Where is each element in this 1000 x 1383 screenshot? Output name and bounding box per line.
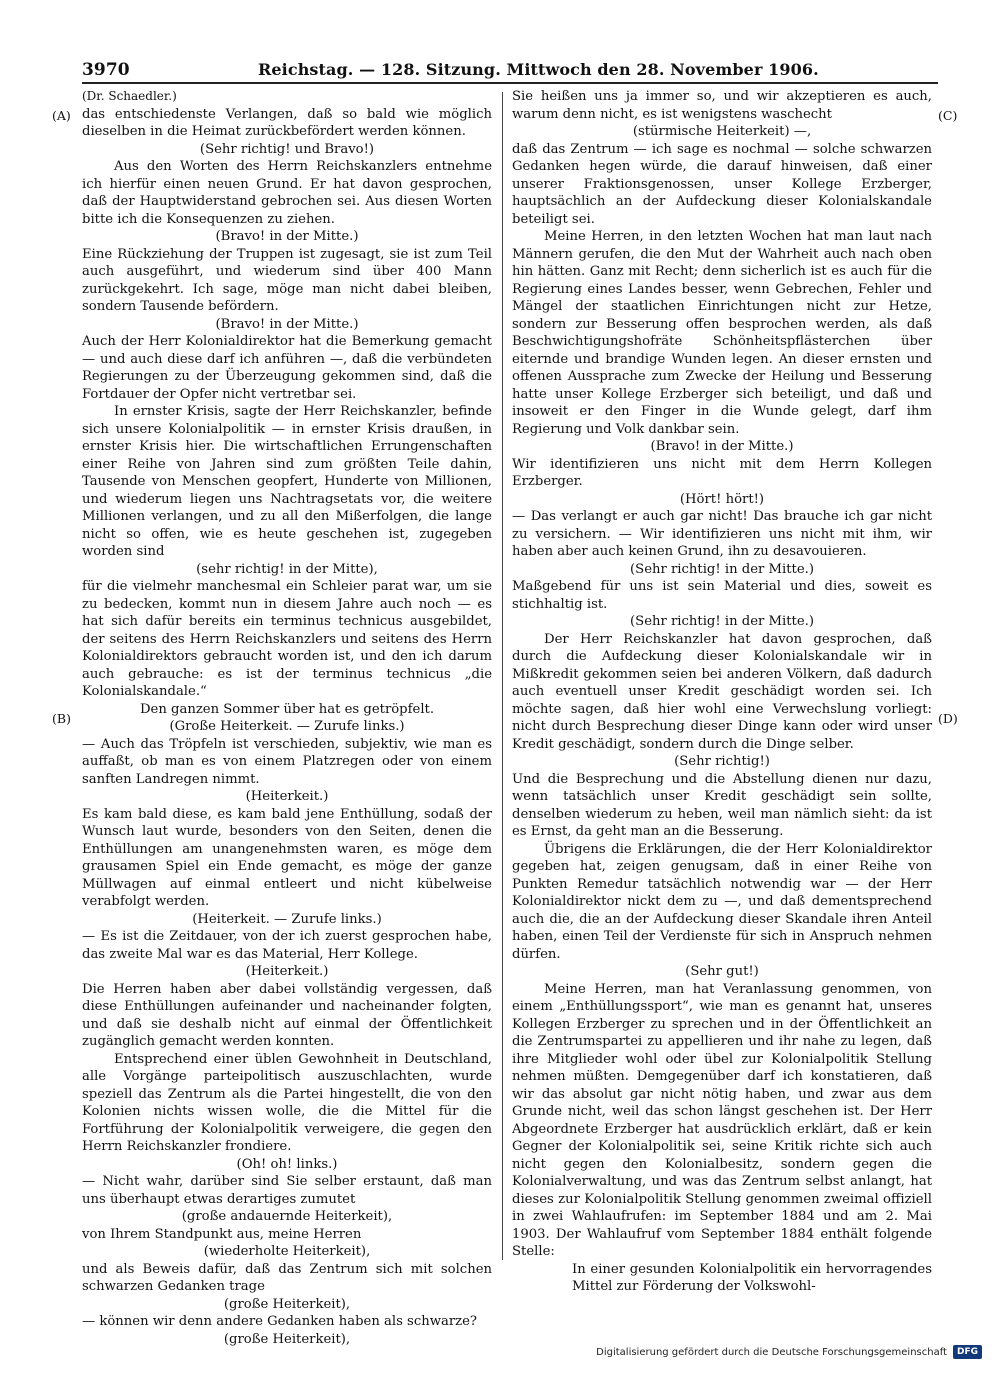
interjection: (große Heiterkeit), bbox=[223, 1331, 351, 1347]
interjection: (große Heiterkeit), bbox=[223, 1296, 351, 1312]
paragraph: Und die Besprechung und die Abstellung dienen nur dazu, wenn tatsächlich unser Kredit geschädigt sein sollte, denselben wiederum zu heben, weil man nämlich sieht: da ist es Ernst, da geht man an die Besserung. bbox=[512, 771, 932, 839]
interjection: (Sehr gut!) bbox=[685, 964, 759, 979]
paragraph: — Auch das Tröpfeln ist verschieden, subjektiv, wie man es auffaßt, ob man es von einem Platzregen oder von einem sanften Landregen nimmt. bbox=[82, 736, 492, 787]
paragraph: von Ihrem Standpunkt aus, meine Herren bbox=[82, 1226, 362, 1242]
left-column bbox=[82, 88, 492, 1348]
paragraph: Meine Herren, in den letzten Wochen hat man laut nach Männern gerufen, die den Mut der Wahrheit auch nach oben hin hätten. Ganz mit Recht; denn sicherlich ist es auch für die Regierung eines Landes besser, wenn Gebrechen, Fehler und Mängel der staatlichen Einrichtungen nicht zur Hetze, sondern zur Besserung offen besprochen werden, als daß Beschwichtigungshofräte Schönheitspflästerchen über eiternde und brandige Wunden legen. An dieser ernsten und offenen Aussprache zum Zwecke der Heilung und Besserung hatte unser Kollege Erzberger sich beteiligt, und daß und insoweit er den Finger in die Wunde gelegt, darf ihm Regierung und Volk dankbar sein. bbox=[512, 229, 932, 437]
margin-mark-a: (A) bbox=[52, 108, 71, 123]
paragraph: Der Herr Reichskanzler hat davon gesprochen, daß durch die Aufdeckung dieser Kolonialskandale wir in Mißkredit gekommen seien bei anderen Völkern, daß dadurch auch eventuell unser Kredit geschädigt worden sei. Ich möchte sagen, daß hier wohl eine Verwechslung vorliegt: nicht durch Besprechung dieser Dinge kann oder wird unser Kredit geschädigt, sondern durch die Dinge selber. bbox=[512, 631, 932, 752]
margin-mark-b: (B) bbox=[52, 711, 71, 726]
interjection: (Heiterkeit. — Zurufe links.) bbox=[192, 911, 382, 927]
right-column bbox=[512, 88, 932, 1296]
speaker-label: (Dr. Schaedler.) bbox=[82, 89, 177, 103]
paragraph: Sie heißen uns ja immer so, und wir akzeptieren es auch, warum denn nicht, es ist wenigstens waschecht bbox=[512, 89, 932, 122]
header-rule bbox=[82, 82, 938, 84]
interjection: (sehr richtig! in der Mitte), bbox=[196, 561, 378, 577]
paragraph: Auch der Herr Kolonialdirektor hat die Bemerkung gemacht — und auch diese darf ich anführen —, daß die verbündeten Regierungen zu der Überzeugung gekommen sind, daß die Fortdauer der Opfer nicht vertretbar sei. bbox=[82, 334, 492, 402]
paragraph: — können wir denn andere Gedanken haben als schwarze? bbox=[82, 1314, 477, 1329]
paragraph: Aus den Worten des Herrn Reichskanzlers entnehme ich hierfür einen neuen Grund. Er hat davon gesprochen, daß der Hauptwiderstand gebrochen sei. Aus diesen Worten bitte ich die Konsequenzen zu ziehen. bbox=[82, 159, 492, 227]
running-title: Reichstag. — 128. Sitzung. Mittwoch den 28. November 1906. bbox=[258, 60, 819, 79]
interjection: (Oh! oh! links.) bbox=[236, 1156, 338, 1172]
interjection: (Bravo! in der Mitte.) bbox=[650, 439, 794, 454]
paragraph: Maßgebend für uns ist sein Material und dies, soweit es stichhaltig ist. bbox=[512, 579, 932, 612]
paragraph: Die Herren haben aber dabei vollständig vergessen, daß diese Enthüllungen aufeinander und nacheinander folgten, und daß sie deshalb nicht auf einmal der Öffentlichkeit zugänglich gemacht werden konnten. bbox=[82, 981, 492, 1049]
paragraph: In ernster Krisis, sagte der Herr Reichskanzler, befinde sich unsere Kolonialpolitik — in ernster Krisis draußen, in ernster Krisis hier. Die wirtschaftlichen Errungenschaften einer Reihe von Jahren sind zum größten Teile dahin, Tausende von Menschen geopfert, Hunderte von Millionen, und wiederum liegen uns Nachtragsetats vor, die weitere Millionen verlangen, und zu all den Mißerfolgen, die lange nicht so offen, wie es heute geschehen ist, zugegeben worden sind bbox=[82, 404, 492, 559]
interjection: (stürmische Heiterkeit) —, bbox=[632, 124, 812, 139]
paragraph: daß das Zentrum — ich sage es nochmal — solche schwarzen Gedanken hegen würde, die darauf hinweisen, daß einer unserer Fraktionsgenossen, unser Kollege Erzberger, hauptsächlich an der Aufdeckung dieser Kolonialskandale beteiligt sei. bbox=[512, 141, 932, 227]
interjection: (Bravo! in der Mitte.) bbox=[215, 316, 359, 332]
interjection: (Sehr richtig!) bbox=[674, 754, 770, 769]
block-quote: In einer gesunden Kolonialpolitik ein hervorragendes Mittel zur Förderung der Volkswohl- bbox=[572, 1261, 932, 1294]
interjection: (Hört! hört!) bbox=[679, 491, 765, 507]
digitization-credit bbox=[596, 1345, 982, 1359]
page-number: 3970 bbox=[82, 60, 130, 80]
paragraph: Eine Rückziehung der Truppen ist zugesagt, sie ist zum Teil auch ausgeführt, und wiederum sind über 400 Mann zurückgekehrt. Ich sage, möge man nicht dabei bleiben, sondern Tausende befördern. bbox=[82, 246, 492, 314]
dfg-logo: DFG bbox=[953, 1345, 982, 1359]
paragraph: das entschiedenste Verlangen, daß so bald wie möglich dieselben in die Heimat zurückbefördert werden können. bbox=[82, 106, 492, 139]
interjection: (große andauernde Heiterkeit), bbox=[181, 1209, 393, 1224]
interjection: (Bravo! in der Mitte.) bbox=[215, 229, 359, 244]
paragraph: Entsprechend einer üblen Gewohnheit in Deutschland, alle Vorgänge parteipolitisch auszuschlachten, wurde speziell das Zentrum als die Partei hingestellt, die von den Kolonien nichts wissen wolle, die die Mittel für die Fortführung der Kolonialpolitik verweigere, die gegen den Herrn Reichskanzler frondiere. bbox=[82, 1051, 492, 1154]
interjection: (Heiterkeit.) bbox=[245, 789, 329, 804]
paragraph: Es kam bald diese, es kam bald jene Enthüllung, sodaß der Wunsch laut wurde, besonders von den Seiten, denen die Enthüllungen am unangenehmsten waren, es möge dem grausamen Spiel ein Ende gemacht, es möge der ganze Müllwagen auf einmal entleert und nicht kübelweise verabfolgt werden. bbox=[82, 806, 492, 909]
margin-mark-d: (D) bbox=[938, 711, 958, 726]
paragraph: — Nicht wahr, darüber sind Sie selber erstaunt, daß man uns überhaupt etwas derartiges zumutet bbox=[82, 1174, 492, 1207]
paragraph: Übrigens die Erklärungen, die der Herr Kolonialdirektor gegeben hat, zeigen genugsam, daß in einer Reihe von Punkten Remedur tatsächlich notwendig war — der Herr Kolonialdirektor nickt dem zu —, und daß dementsprechend auch die, die an der Aufdeckung dieser Skandale ihren Anteil haben, einen Teil der Verdienste für sich in Anspruch nehmen dürfen. bbox=[512, 841, 932, 962]
paragraph: Meine Herren, man hat Veranlassung genommen, von einem „Enthüllungssport“, wie man es genannt hat, unseres Kollegen Erzberger zu sprechen und in der Öffentlichkeit an die Zentrumspartei zu appellieren und ihr nahe zu legen, daß ihre Mitglieder wohl oder übel zur Kolonialpolitik Stellung nehmen müßten. Demgegenüber darf ich konstatieren, daß wir das absolut gar nicht nötig haben, und zwar aus dem Grunde nicht, weil das schon längst geschehen ist. Der Herr Abgeordnete Erzberger hat ausdrücklich erklärt, daß er kein Gegner der Kolonialpolitik sei, seine Kritik richte sich auch nicht gegen den Kolonialbesitz, sondern gegen die Kolonialverwaltung, und was das Zentrum selbst anlangt, hat dieses zur Kolonialpolitik Stellung genommen zweimal offiziell in zwei Wahlaufrufen: im September 1884 und am 2. Mai 1903. Der Wahlaufruf vom September 1884 enthält folgende Stelle: bbox=[512, 981, 932, 1259]
paragraph: Den ganzen Sommer über hat es getröpfelt. bbox=[139, 701, 435, 717]
interjection: (Große Heiterkeit. — Zurufe links.) bbox=[169, 719, 405, 734]
interjection: (Sehr richtig! in der Mitte.) bbox=[630, 614, 814, 629]
page-header bbox=[82, 58, 938, 82]
column-divider bbox=[502, 92, 503, 1260]
credit-text: Digitalisierung gefördert durch die Deutsche Forschungsgemeinschaft bbox=[596, 1346, 947, 1358]
interjection: (wiederholte Heiterkeit), bbox=[203, 1244, 371, 1259]
paragraph: Wir identifizieren uns nicht mit dem Herrn Kollegen Erzberger. bbox=[512, 456, 932, 489]
interjection: (Heiterkeit.) bbox=[245, 964, 329, 979]
interjection: (Sehr richtig! in der Mitte.) bbox=[630, 561, 814, 577]
paragraph: — Das verlangt er auch gar nicht! Das brauche ich gar nicht zu versichern. — Wir identifizieren uns nicht mit ihm, wir haben aber auch keinen Grund, ihn zu desavouieren. bbox=[512, 509, 932, 559]
paragraph: — Es ist die Zeitdauer, von der ich zuerst gesprochen habe, das zweite Mal war es das Material, Herr Kollege. bbox=[82, 929, 492, 962]
paragraph: für die vielmehr manchesmal ein Schleier parat war, um sie zu bedecken, kommt nun in diesem Jahre auch noch — es hat sich dafür bereits ein terminus technicus ausgebildet, der seitens des Herrn Reichskanzlers und seitens des Herrn Kolonialdirektors gebraucht worden ist, und den ich darum auch gebrauche: es ist der terminus technicus „die Kolonialskandale.“ bbox=[82, 579, 492, 699]
paragraph: und als Beweis dafür, daß das Zentrum sich mit solchen schwarzen Gedanken trage bbox=[82, 1261, 492, 1294]
interjection: (Sehr richtig! und Bravo!) bbox=[199, 141, 375, 157]
margin-mark-c: (C) bbox=[938, 108, 958, 123]
